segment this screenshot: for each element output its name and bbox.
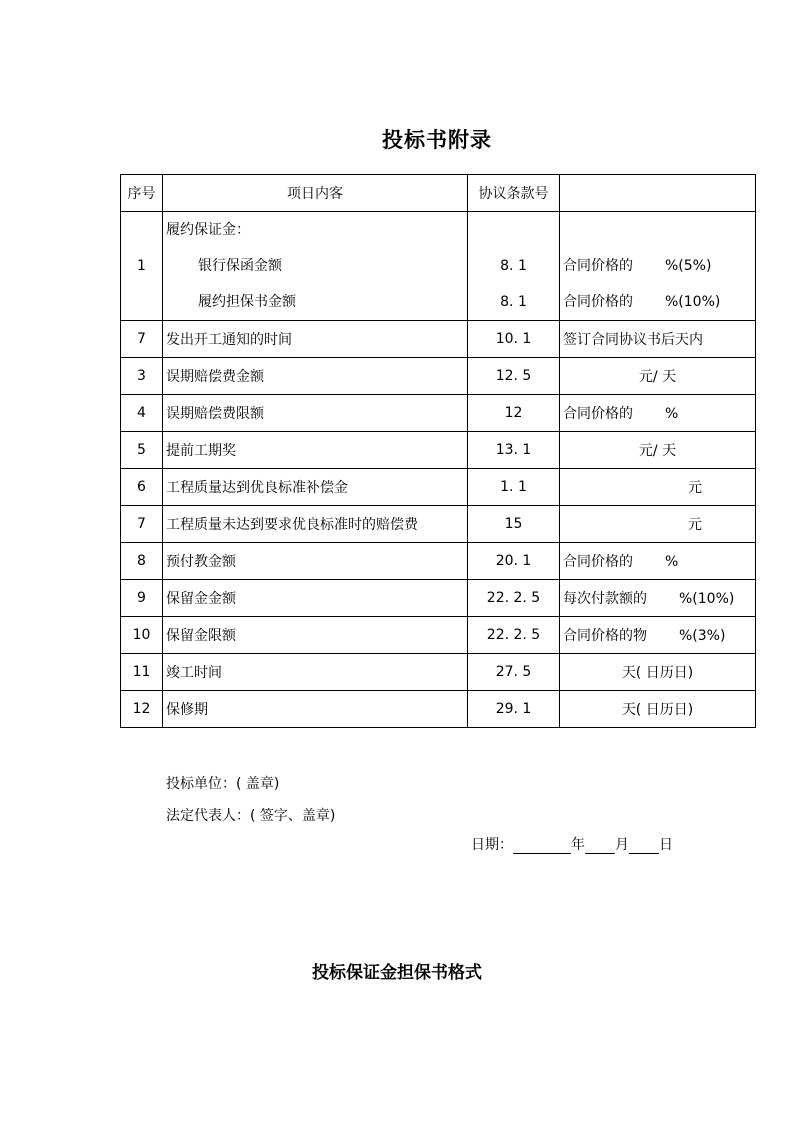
value-line [563,248,755,284]
value-left: 签订合同协议书后天内 [563,332,703,348]
month-blank[interactable] [585,839,615,854]
header-clause: 协议条款号 [468,175,560,212]
table-row [121,580,756,617]
row-clause [468,212,560,321]
table-header-row [121,175,756,212]
bidder-seal-line: 投标单位：( 盖章) [166,776,280,792]
row-value [560,617,756,654]
table-row [121,321,756,358]
row-no: 12 [121,691,163,728]
row-value [560,691,756,728]
date-line [471,834,673,854]
row-value [560,358,756,395]
table-row [121,469,756,506]
item-line: 银行保函金额 [198,258,282,274]
value-left: 元/ 天 [638,369,677,385]
bid-bond-format-title: 投标保证金担保书格式 [312,963,482,983]
header-item: 项日内客 [163,175,468,212]
row-item: 工程质量未达到要求优良标准时的赔偿费 [163,506,468,543]
row-item: 保留金限额 [163,617,468,654]
value-right: 元 [688,517,702,533]
clause-line: 8. 1 [500,258,527,274]
year-label: 年 [571,837,585,853]
day-label: 日 [659,837,673,853]
year-blank[interactable] [513,839,571,854]
value-left: 每次付款额的 [563,591,647,607]
row-item: 预付教金额 [163,543,468,580]
row-value [560,469,756,506]
row-value [560,654,756,691]
value-right: %(10%) [679,591,735,607]
value-left: 合同价格的 [563,406,633,422]
value-right: % [665,554,679,570]
table-row [121,543,756,580]
clause-line: 8. 1 [500,294,527,310]
item-line: 履约保证金： [166,222,250,238]
row-clause: 20. 1 [468,543,560,580]
item-line: 履约担保书金额 [198,294,296,310]
value-left: 天( 日历日) [621,665,694,681]
table-row [121,432,756,469]
month-label: 月 [615,837,629,853]
row-item: 竣工时间 [163,654,468,691]
value-right: %(5%) [665,258,712,274]
value-line [563,212,755,248]
row-item [163,212,468,321]
row-item: 误期赔偿费金额 [163,358,468,395]
row-value [560,321,756,358]
row-value [560,212,756,321]
row-no: 1 [121,212,163,321]
appendix-table [120,174,756,728]
row-clause: 12 [468,395,560,432]
row-no: 9 [121,580,163,617]
row-clause: 22. 2. 5 [468,580,560,617]
value-line [563,284,755,320]
table-row [121,395,756,432]
value-left: 合同价格的 [563,294,633,310]
row-value [560,432,756,469]
row-no: 3 [121,358,163,395]
row-no: 7 [121,321,163,358]
row-no: 5 [121,432,163,469]
clause-line [468,212,559,248]
row-clause: 1. 1 [468,469,560,506]
row-clause: 12. 5 [468,358,560,395]
row-clause: 10. 1 [468,321,560,358]
row-clause: 29. 1 [468,691,560,728]
row-no: 11 [121,654,163,691]
value-left: 合同价格的 [563,554,633,570]
row-value [560,395,756,432]
day-blank[interactable] [629,839,659,854]
value-right: %(3%) [679,628,726,644]
value-left: 合同价格的 [563,258,633,274]
row-no: 8 [121,543,163,580]
value-left: 合同价格的物 [563,628,647,644]
row-item: 工程质量达到优良标准补偿金 [163,469,468,506]
row-value [560,580,756,617]
row-item: 保修期 [163,691,468,728]
row-value [560,543,756,580]
table-row [121,506,756,543]
row-no: 10 [121,617,163,654]
row-value [560,506,756,543]
row-item: 提前工期奖 [163,432,468,469]
table-row [121,691,756,728]
row-no: 4 [121,395,163,432]
table-row [121,358,756,395]
legal-representative-line: 法定代表人：( 签字、盖章) [166,808,336,824]
table-row [121,654,756,691]
row-item: 发出开工通知的时间 [163,321,468,358]
row-clause: 13. 1 [468,432,560,469]
header-no: 序号 [121,175,163,212]
value-right: 元 [688,480,702,496]
page-title: 投标书附录 [382,128,492,152]
row-clause: 22. 2. 5 [468,617,560,654]
row-no: 7 [121,506,163,543]
row-no: 6 [121,469,163,506]
table-row [121,617,756,654]
table-row-performance-bond [121,212,756,321]
value-right: %(10%) [665,294,721,310]
value-right: % [665,406,679,422]
date-label: 日期： [471,837,513,853]
header-value [560,175,756,212]
row-clause: 27. 5 [468,654,560,691]
value-left: 天( 日历日) [621,702,694,718]
value-left: 元/ 天 [638,443,677,459]
row-item: 误期赔偿费限额 [163,395,468,432]
row-item: 保留金金额 [163,580,468,617]
row-clause: 15 [468,506,560,543]
